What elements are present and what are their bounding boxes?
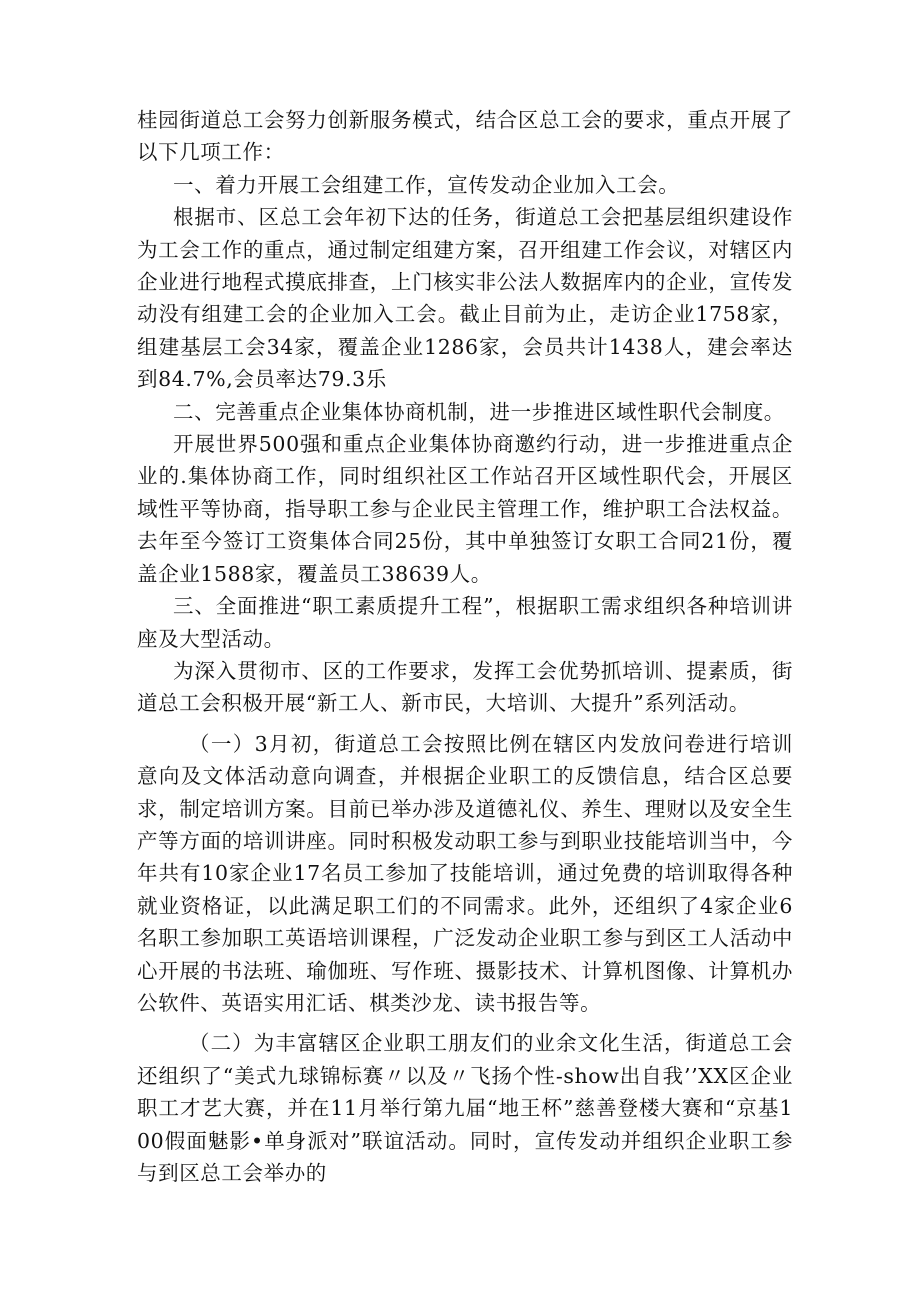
- intro-paragraph: 桂园街道总工会努力创新服务模式，结合区总工会的要求，重点开展了以下几项工作：: [137, 108, 793, 165]
- subsection-1: （一）3月初，街道总工会按照比例在辖区内发放问卷进行培训意向及文体活动意向调查，并根据企业职工的反馈信息，结合区总要求，制定培训方案。目前已举办涉及道德礼仪、养生、理财以及安全生产等方面的培训讲座。同时积极发动职工参与到职业技能培训当中，今年共有10家企业17名员工参加了技能培训，通过免费的培训取得各种就业资格证，以此满足职工们的不同需求。此外，还组织了4家企业6名职工参加职工英语培训课程，广泛发动企业职工参与到区工人活动中心开展的书法班、瑜伽班、写作班、摄影技术、计算机图像、计算机办公软件、英语实用汇话、棋类沙龙、读书报告等。: [137, 731, 793, 1015]
- section-heading-2: 二、完善重点企业集体协商机制，进一步推进区域性职代会制度。: [173, 399, 785, 424]
- section-heading-1: 一、着力开展工会组建工作，宣传发动企业加入工会。: [173, 172, 680, 197]
- section-body-1: 根据市、区总工会年初下达的任务，街道总工会把基层组织建设作为工会工作的重点，通过制定组建方案，召开组建工作会议，对辖区内企业进行地程式摸底排查，上门核实非公法人数据库内的企业，宣传发动没有组建工会的企业加入工会。截止目前为止，走访企业1758家，组建基层工会34家，覆盖企业1286家，会员共计1438人，建会率达到84.7%,会员率达79.3乐: [137, 205, 793, 392]
- section-heading-3: 三、全面推进“职工素质提升工程”，根据职工需求组织各种培训讲座及大型活动。: [137, 594, 793, 651]
- section-body-3: 为深入贯彻市、区的工作要求，发挥工会优势抓培训、提素质，街道总工会积极开展“新工人、新市民，大培训、大提升”系列活动。: [137, 658, 793, 716]
- document-body: [137, 104, 793, 1189]
- section-body-2: 开展世界500强和重点企业集体协商邀约行动，进一步推进重点企业的.集体协商工作，同时组织社区工作站召开区域性职代会，开展区域性平等协商，指导职工参与企业民主管理工作，维护职工合法权益。去年至今签订工资集体合同25份，其中单独签订女职工合同21份，覆盖企业1588家，覆盖员工38639人。: [137, 432, 793, 586]
- subsection-2: （二）为丰富辖区企业职工朋友们的业余文化生活，街道总工会还组织了“美式九球锦标赛〃以及〃飞扬个性-show出自我’’XX区企业职工才艺大赛，并在11月举行第九届“地王杯”慈善登楼大赛和“京基100假面魅影•单身派对”联谊活动。同时，宣传发动并组织企业职工参与到区总工会举办的: [137, 1031, 793, 1185]
